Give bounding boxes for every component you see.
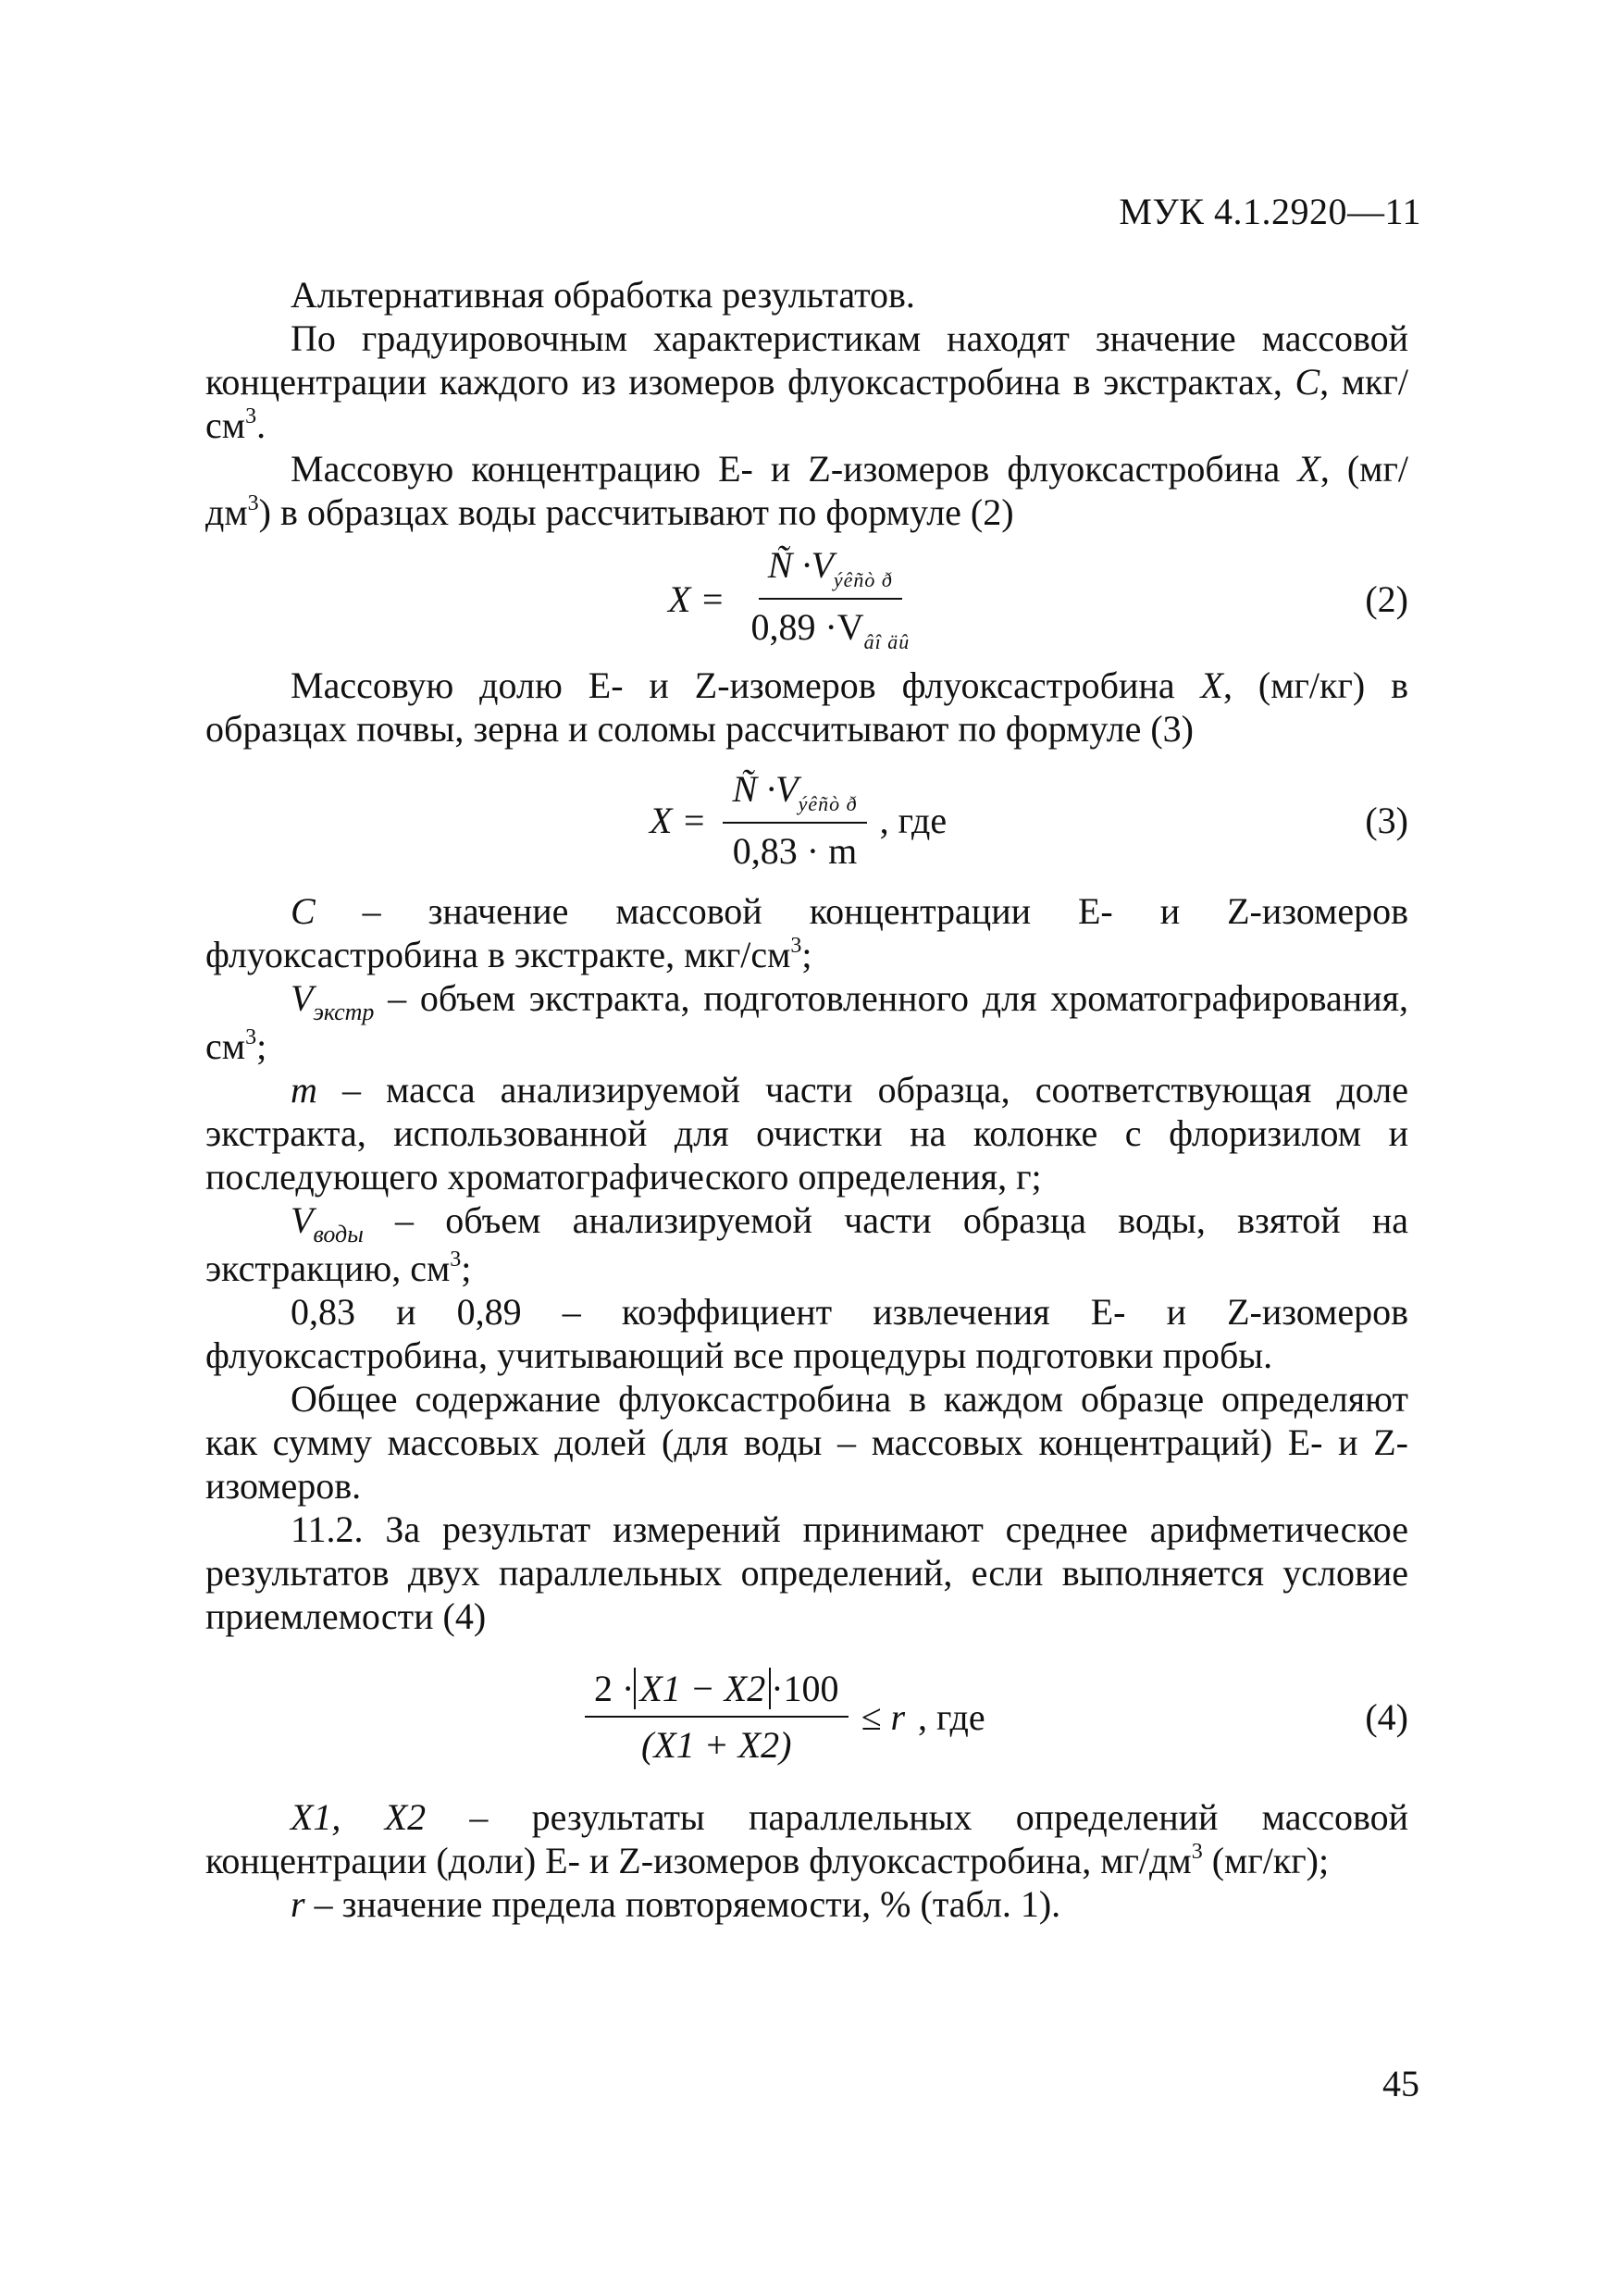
variable-x: X [1200,664,1223,706]
fraction [741,543,919,654]
main-text [205,273,1408,1926]
superscript: 3 [790,934,802,958]
text-run: . [256,404,266,446]
fraction [585,1667,849,1767]
equation-number: (3) [1365,799,1408,841]
denominator: (X1 + X2) [641,1724,792,1766]
definition-v-extract [205,976,1408,1068]
text-run: , мкг/см [205,361,1409,446]
numerator-subscript: ýêñò ð [833,568,893,591]
numerator-main: Ñ ·V [767,544,834,586]
denominator-main: 0,89 ·V [750,606,864,648]
variable-m: m [291,1069,317,1111]
formula-2 [205,534,1408,664]
subscript: воды [313,1221,364,1247]
text-run: – объем экстракта, подготовленного для хроматографирования, см [205,977,1408,1067]
relation: ≤ r [861,1695,906,1738]
definition-coefficients: 0,83 и 0,89 – коэффициент извлечения Е- и Z-изомеров флуоксастробина, учитывающий все процедуры подготовки пробы. [205,1291,1408,1376]
numerator [759,543,902,600]
definitions-block [205,889,1408,1377]
text-run: – результаты параллельных определений массовой концентрации (доли) Е- и Z-изомеров флуоксастробина, мг/дм [205,1796,1408,1881]
definition-x1-x2 [205,1795,1408,1882]
paragraph-total-content: Общее содержание флуоксастробина в каждом образце определяют как сумму массовых долей (для воды – массовых концентраций) Е- и Z-изомеров. [205,1378,1408,1507]
document-id-header: МУК 4.1.2920—11 [1119,191,1421,232]
superscript: 3 [450,1247,462,1272]
text-run: ; [801,934,812,975]
subscript: экстр [313,999,375,1025]
formula-lhs: X = [650,799,707,841]
text-run: ; [256,1025,267,1067]
text-run: По градуировочным характеристикам находят значение массовой концентрации каждого из изомеров флуоксастробина в экстрактах, [205,317,1408,403]
formula-suffix: , где [918,1695,985,1738]
text-run: – масса анализируемой части образца, соответствующая доле экстракта, использованной для очистки на колонке с флоризилом и последующего хроматографического определения, г; [205,1069,1408,1198]
variable-v: V [291,977,314,1019]
formula-lhs: X = [668,577,725,620]
paragraph-alt-processing: Альтернативная обработка результатов. [291,274,915,316]
absolute-difference: X1 − X2 [634,1668,771,1709]
text-run: (мг/кг); [1202,1840,1330,1881]
text-run: – значение массовой концентрации Е- и Z-изомеров флуоксастробина в экстракте, мкг/см [205,890,1408,975]
superscript: 3 [245,404,257,428]
definition-m [205,1068,1408,1198]
paragraph-calibration [205,316,1408,447]
variable-x: X [1297,448,1320,490]
numerator-subscript: ýêñò ð [798,792,858,815]
denominator: 0,83 · m [732,830,858,872]
text-run: , (мг/дм [205,448,1409,533]
page-number: 45 [1382,2063,1419,2104]
definition-r [205,1882,1408,1926]
text-run: Массовую долю Е- и Z-изомеров флуоксастробина [291,664,1175,706]
equation-number: (2) [1365,577,1408,620]
denominator [741,600,919,654]
formula-suffix: , где [879,799,948,841]
numerator-main: Ñ ·V [732,768,799,810]
definition-c [205,889,1408,976]
paragraph-water-concentration [205,447,1408,534]
text-run: , (мг/кг) в образцах почвы, зерна и соломы рассчитывают по формуле (3) [205,664,1409,750]
text-run: ) в образцах воды рассчитывают по формуле (2) [258,491,1014,533]
superscript: 3 [1191,1840,1203,1864]
superscript: 3 [247,491,259,515]
denominator-subscript: âî äû [863,630,911,653]
text-run: – объем анализируемой части образца воды, взятой на экстракцию, см [205,1199,1408,1289]
variable-c: C [1295,361,1320,403]
formula-4 [205,1638,1408,1795]
equation-number: (4) [1365,1695,1408,1738]
text-run: – значение предела повторяемости, % (табл. 1). [304,1883,1061,1925]
variable-r: r [291,1883,305,1925]
fraction [723,767,866,873]
numerator-suffix: ·100 [771,1668,839,1709]
paragraph-mass-fraction [205,664,1408,751]
paragraph-11-2: 11.2. За результат измерений принимают среднее арифметическое результатов двух параллельных определений, если выполняется условие приемлемости (4) [205,1508,1408,1637]
variable-v: V [291,1199,314,1241]
numerator-prefix: 2 · [594,1668,635,1709]
formula-3 [205,751,1408,889]
definition-v-water [205,1198,1408,1290]
variable-x: X1, X2 [291,1796,427,1838]
text-run: Массовую концентрацию Е- и Z-изомеров флуоксастробина [291,448,1281,490]
variable-c: C [291,890,316,932]
numerator [723,767,866,824]
text-run: ; [461,1247,472,1289]
numerator [585,1667,849,1718]
superscript: 3 [245,1025,257,1049]
